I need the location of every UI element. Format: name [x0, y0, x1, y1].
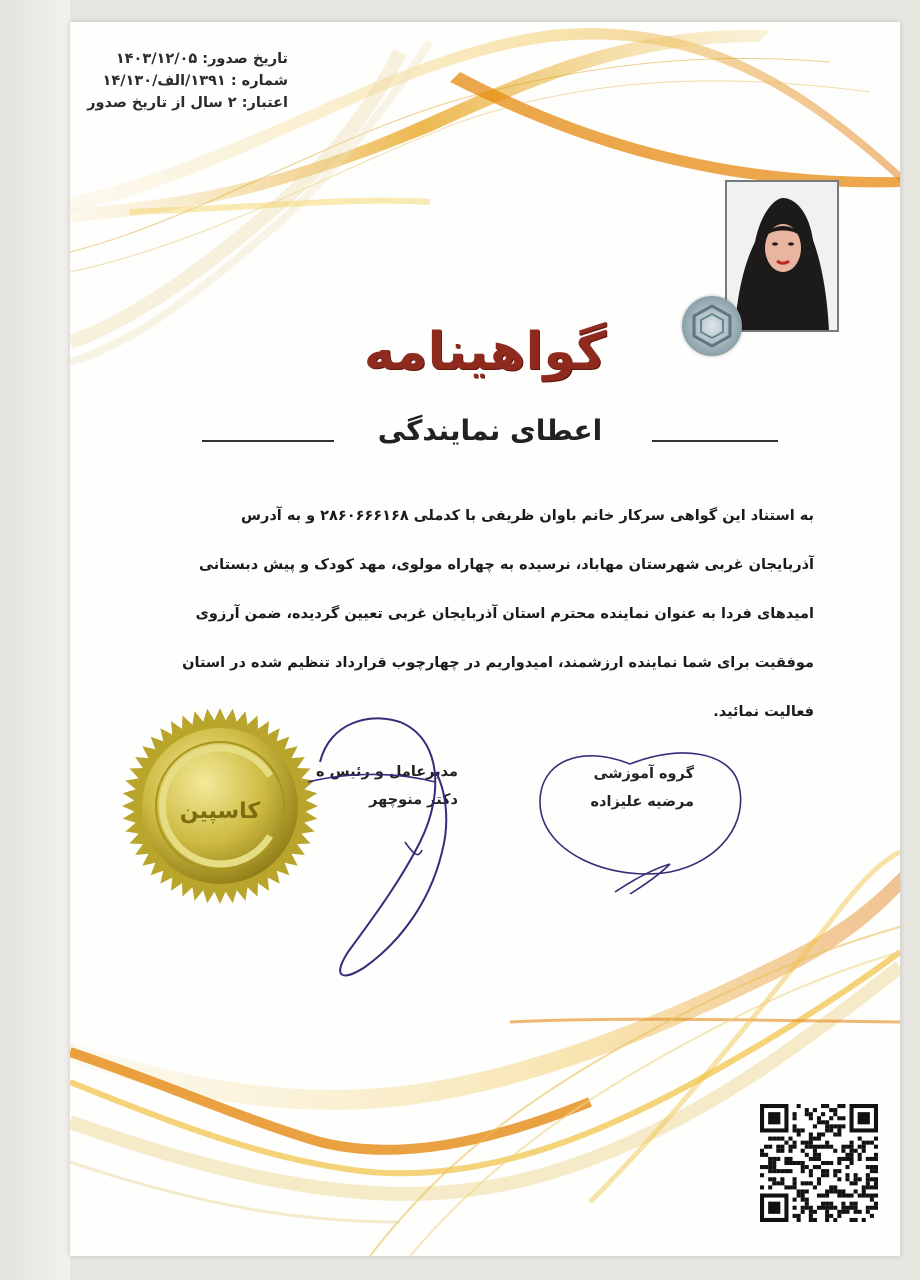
subtitle-rule-right	[652, 440, 778, 442]
certificate-title: گواهینامه	[363, 322, 607, 382]
seal-text: کاسپین	[179, 799, 261, 824]
certificate-body	[178, 492, 814, 737]
holder-photo	[725, 180, 839, 332]
certificate-subtitle: اعطای نمایندگی	[377, 414, 603, 447]
qr-code-icon	[760, 1104, 878, 1222]
page-edge-shadow	[0, 0, 70, 1280]
subtitle-rule-left	[202, 440, 334, 442]
certificate-sheet	[70, 22, 900, 1256]
gold-seal-icon	[120, 706, 320, 906]
certificate-number: شماره : ۱۳۹۱/الف/۱۴/۱۳۰	[102, 73, 288, 89]
body-line: فعالیت نمائید.	[713, 704, 814, 720]
portrait-image	[727, 182, 837, 330]
signer-name-left: دکتر منوچهر	[369, 792, 458, 808]
issue-date: تاریخ صدور: ۱۴۰۳/۱۲/۰۵	[115, 51, 288, 67]
signer-name-right: مرضیه علیزاده	[590, 794, 694, 810]
signature-block-left	[308, 758, 458, 814]
validity-period: اعتبار: ۲ سال از تاریخ صدور	[87, 95, 288, 111]
signer-role-right: گروه آموزشی	[593, 766, 694, 782]
signer-role-left: مدیرعامل و رئیس ه	[315, 764, 458, 780]
body-line: موفقیت برای شما نماینده ارزشمند، امیدواریم در چهارچوب قرارداد تنظیم شده در استان	[182, 655, 814, 671]
certificate-meta	[78, 48, 288, 114]
body-line: امیدهای فردا به عنوان نماینده محترم استان آذربایجان غربی تعیین گردیده، ضمن آرزوی	[195, 606, 814, 622]
body-line: آذربایجان غربی شهرستان مهاباد، نرسیده به چهاراه مولوی، مهد کودک و پیش دبستانی	[199, 557, 814, 573]
signature-block-right	[550, 760, 694, 816]
body-line: به استناد این گواهی سرکار خانم باوان ظریفی با کدملی ۲۸۶۰۶۶۶۱۶۸ و به آدرس	[241, 508, 814, 524]
